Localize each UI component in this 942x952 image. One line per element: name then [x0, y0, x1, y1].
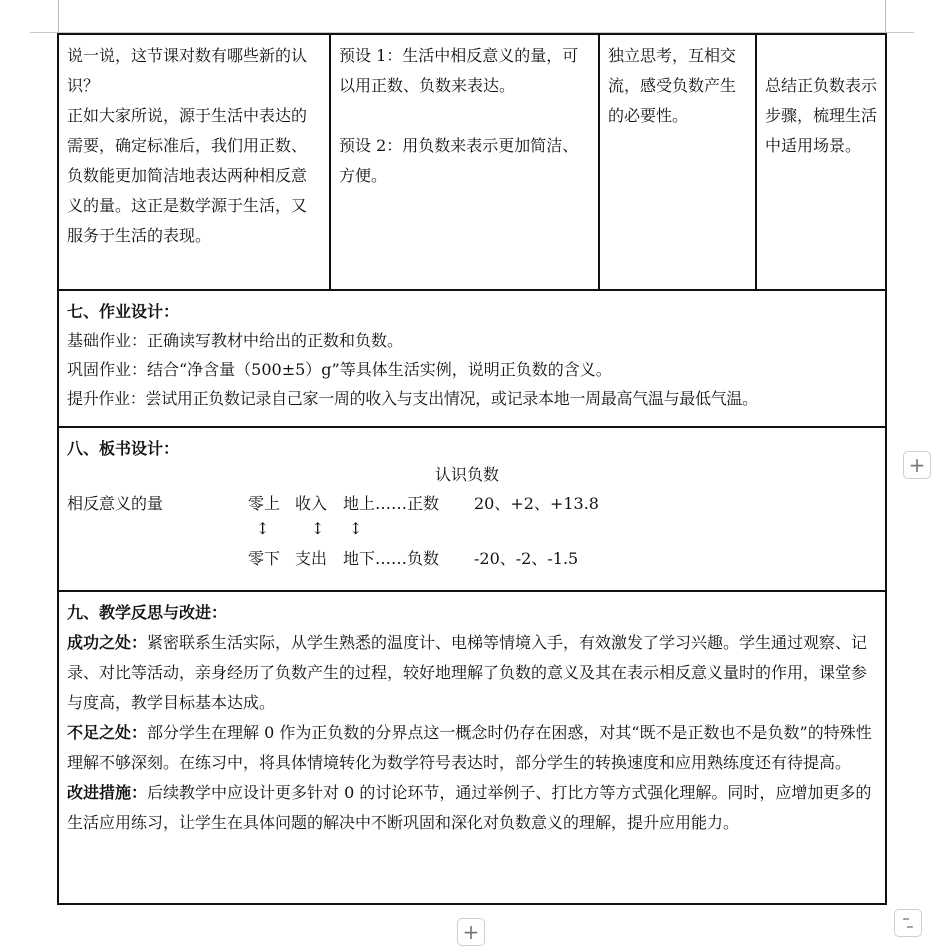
- board-negative-numbers: -20、-2、-1.5: [474, 549, 579, 568]
- teacher-question: 说一说，这节课对数有哪些新的认识？: [67, 46, 308, 95]
- shortfall-label: 不足之处：: [67, 723, 148, 742]
- reflection-improvement: [67, 778, 877, 838]
- board-design-section[interactable]: [59, 428, 885, 592]
- board-word: 零上: [248, 494, 281, 513]
- resize-icon: [895, 910, 921, 936]
- homework-section[interactable]: [59, 291, 885, 428]
- reflection-shortfall: [67, 718, 877, 778]
- board-arrow: ↕: [256, 519, 270, 538]
- summary-row: [59, 35, 885, 291]
- success-label: 成功之处：: [67, 633, 148, 652]
- learning-activity-text: 独立思考，互相交流，感受负数产生的必要性。: [608, 46, 737, 125]
- board-arrow: ↕: [311, 519, 325, 538]
- board-word: 零下: [248, 549, 281, 568]
- improve-text: 后续教学中应设计更多针对 0 的讨论环节，通过举例子、打比方等方式强化理解。同时，应增加更多的生活应用练习，让学生在具体问题的解决中不断巩固和深化对负数意义的理解，提升应用能力。: [67, 783, 872, 832]
- design-intent-cell[interactable]: [755, 35, 885, 289]
- plus-icon: +: [908, 453, 926, 477]
- homework-basic: 基础作业：正确读写教材中给出的正数和负数。: [67, 331, 404, 350]
- success-text: 紧密联系生活实际，从学生熟悉的温度计、电梯等情境入手，有效激发了学习兴趣。学生通过观察、记录、对比等活动，亲身经历了负数产生的过程，较好地理解了负数的意义及其在表示相反意义量时的作用，课堂参与度高，教学目标基本达成。: [67, 633, 868, 712]
- board-word: 支出: [295, 549, 328, 568]
- board-left-label: 相反意义的量: [67, 494, 164, 513]
- board-arrow: ↕: [349, 519, 363, 538]
- add-column-button[interactable]: [903, 451, 931, 479]
- homework-advanced: 提升作业：尝试用正负数记录自己家一周的收入与支出情况，或记录本地一周最高气温与最低气温。: [67, 389, 758, 408]
- shortfall-text: 部分学生在理解 0 作为正负数的分界点这一概念时仍存在困惑，对其“既不是正数也不是负数”的特殊性理解不够深刻。在练习中，将具体情境转化为数学符号表达时，部分学生的转换速度和应用熟练度还有待提高。: [67, 723, 872, 772]
- board-positive-numbers: 20、+2、+13.8: [474, 494, 599, 513]
- student-response-cell[interactable]: [329, 35, 598, 289]
- page-corner-mark: [58, 0, 59, 33]
- teacher-activity-cell[interactable]: [59, 35, 329, 289]
- improve-label: 改进措施：: [67, 783, 148, 802]
- reflection-success: [67, 628, 877, 718]
- resize-table-button[interactable]: [894, 909, 922, 937]
- board-heading: 认识负数: [435, 465, 500, 484]
- add-row-button[interactable]: [457, 918, 485, 946]
- preset-2: 预设 2：用负数来表示更加简洁、方便。: [339, 136, 579, 185]
- board-word: 收入: [295, 494, 328, 513]
- plus-icon: +: [462, 920, 480, 944]
- reflection-title: 九、教学反思与改进：: [67, 603, 228, 622]
- homework-title: 七、作业设计：: [67, 302, 180, 321]
- lesson-plan-table: [57, 33, 887, 905]
- teacher-summary: 正如大家所说，源于生活中表达的需要，确定标准后，我们用正数、负数能更加简洁地表达两种相反意义的量。这正是数学源于生活，又服务于生活的表现。: [67, 106, 308, 245]
- board-word: 地上……正数: [343, 494, 440, 513]
- board-title: 八、板书设计：: [67, 439, 180, 458]
- page-corner-mark: [885, 0, 886, 33]
- preset-1: 预设 1：生活中相反意义的量，可以用正数、负数来表达。: [339, 46, 579, 95]
- homework-consolidate: 巩固作业：结合“净含量（500±5）g”等具体生活实例，说明正负数的含义。: [67, 360, 612, 379]
- learning-activity-cell[interactable]: [598, 35, 755, 289]
- reflection-section[interactable]: [59, 592, 885, 903]
- design-intent-text: 总结正负数表示步骤，梳理生活中适用场景。: [765, 76, 878, 155]
- board-word: 地下……负数: [343, 549, 440, 568]
